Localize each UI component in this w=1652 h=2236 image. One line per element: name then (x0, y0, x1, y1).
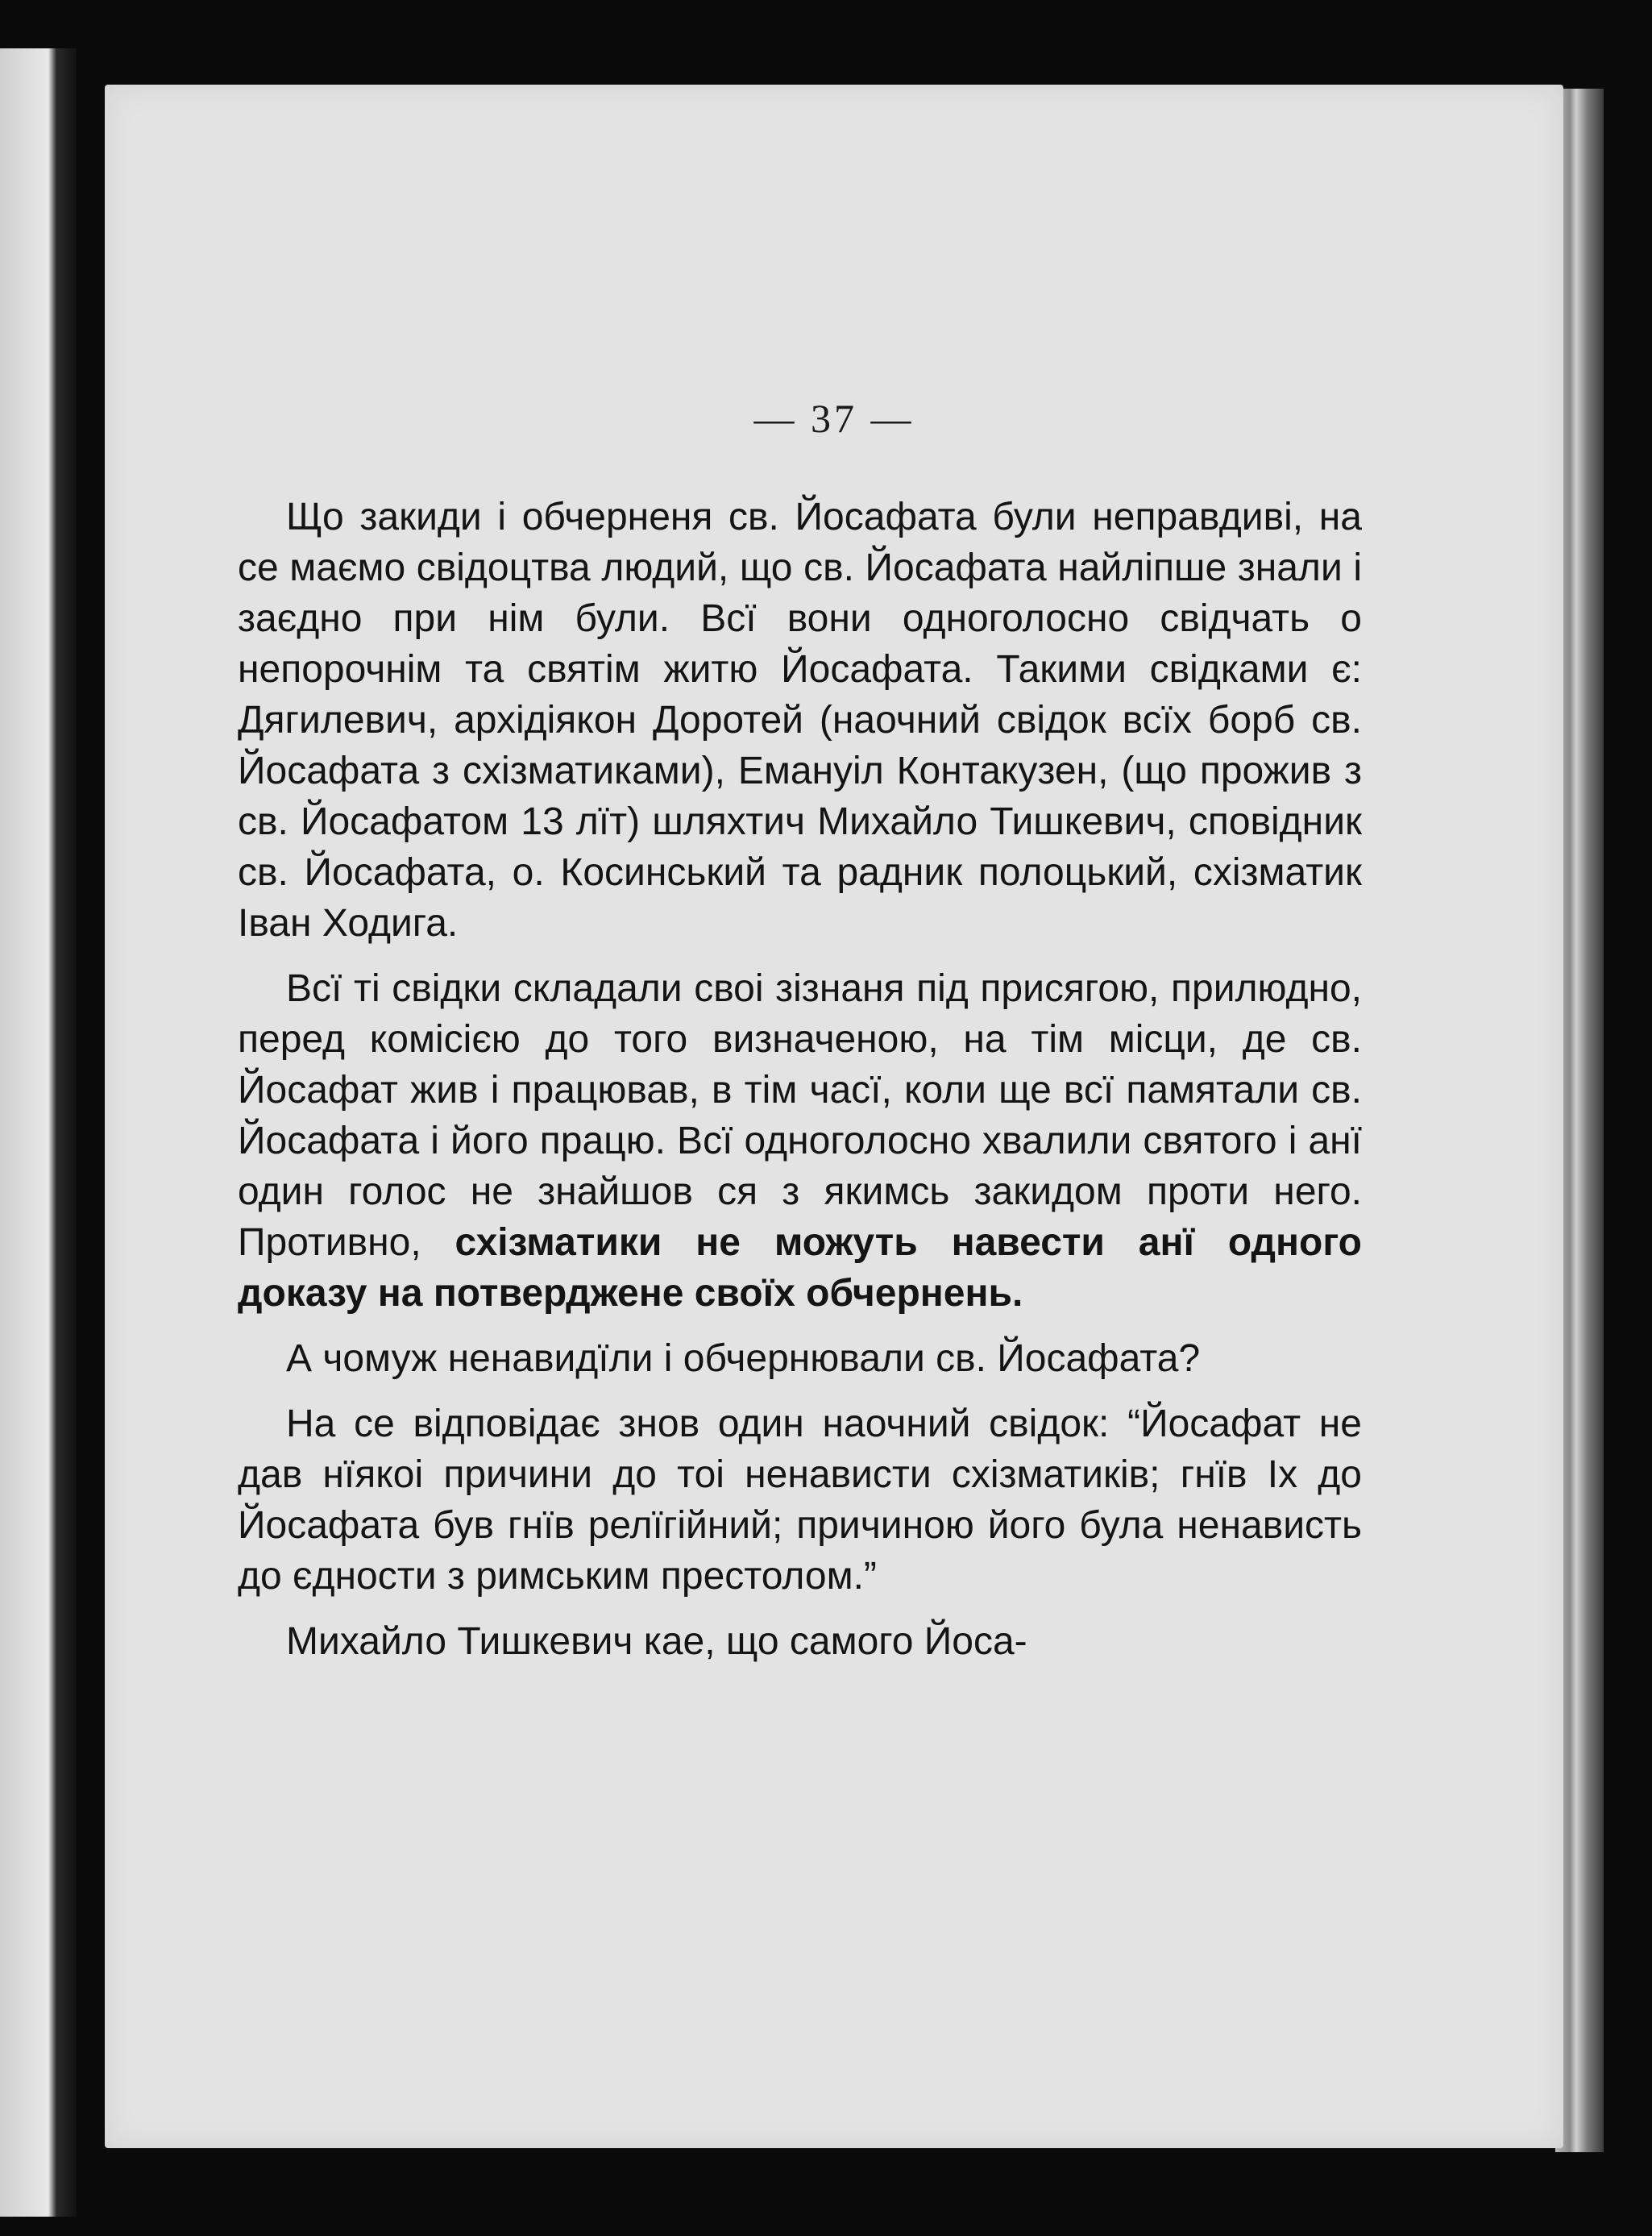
paragraph-4 (238, 1399, 1362, 1602)
paragraph-4-text: На се відповідає знов один наочний свідок: “Йосафат не дав нїякоі причини до тоі ненависти схізматиків; гнїв Іх до Йосафата був гнїв релїгійний; причиною його була ненависть до єдности з римським престолом.” (238, 1403, 1362, 1598)
paragraph-3 (238, 1333, 1362, 1384)
paragraph-3-text: А чомуж ненавидїли і обчернювали св. Йосафата? (286, 1337, 1201, 1380)
paragraph-5 (238, 1616, 1362, 1667)
paragraph-2 (238, 963, 1362, 1319)
book-page (105, 85, 1563, 2148)
page-number: — 37 — (753, 396, 915, 441)
paragraph-1 (238, 492, 1362, 949)
paragraph-1-text: Що закиди і обчерненя св. Йосафата були неправдиві, на се маємо свідоцтва людий, що св. Йосафата найліпше знали і заєдно при нім були. Всї вони одноголосно свідчать о непорочнім та святім житю Йосафата. Такими свідками є: Дягилевич, архідіякон Доротей (наочний свідок всїх борб св. Йосафата з схізматиками), Емануіл Контакузен, (що прожив з св. Йосафатом 13 лїт) шляхтич Михайло Тишкевич, сповідник св. Йосафата, о. Косинський та радник полоцький, схізматик Іван Ходига. (238, 496, 1362, 945)
paragraph-2-bold-text: схізматики не можуть навести анї одного доказу на потверджене своїх обчернень. (238, 1221, 1362, 1315)
left-page-edge (0, 48, 77, 2217)
body-text (238, 492, 1362, 1681)
paragraph-2-text: Всї ті свідки складали своі зізнаня під присягою, прилюдно, перед комісією до того визначеною, на тім місци, де св. Йосафат жив і працював, в тім часї, коли ще всї памятали св. Йосафата і його працю. Всї одноголосно хвалили святого і анї один голос не знайшов ся з якимсь закидом проти него. Противно, (238, 967, 1362, 1264)
paragraph-5-text: Михайло Тишкевич кае, що самого Йоса- (286, 1620, 1027, 1663)
